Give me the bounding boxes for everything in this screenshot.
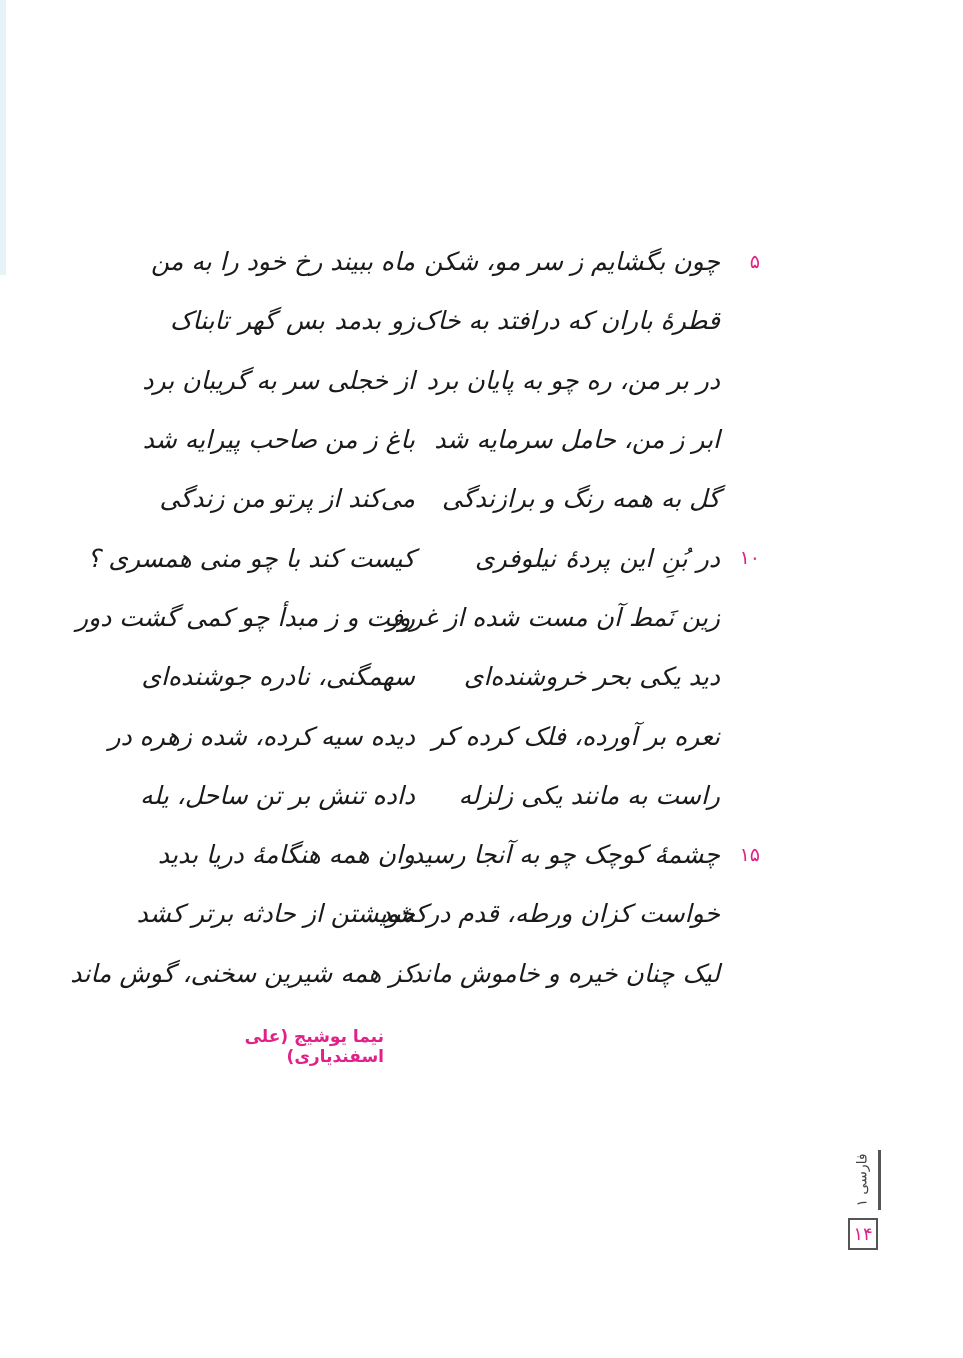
- hemistich-first: دید یکی بحر خروشنده‌ای: [463, 662, 720, 692]
- hemistich-second: خویشتن از حادثه برتر کشد: [136, 899, 415, 929]
- couplet: [159, 469, 770, 528]
- hemistich-first: راست به مانند یکی زلزله: [458, 780, 720, 810]
- couplet: [140, 766, 770, 825]
- verse-number: ۱۵: [739, 843, 760, 866]
- hemistich-first: قطرهٔ باران که درافتد به خاک: [415, 306, 720, 336]
- hemistich-second: می‌کند از پرتو من زندگی: [159, 484, 415, 514]
- hemistich-first: لیک چنان خیره و خاموش ماند: [410, 958, 720, 988]
- hemistich-first: در بر من، ره چو به پایان برد: [426, 365, 720, 395]
- verse-number: ۵: [749, 250, 760, 273]
- couplet: [150, 232, 770, 291]
- hemistich-second: سهمگنی، نادره جوشنده‌ای: [141, 662, 415, 692]
- hemistich-second: رفت و ز مبدأ چو کمی گشت دور: [76, 602, 415, 632]
- poet-attribution: نیما یوشیج (علی اسفندیاری): [244, 1027, 384, 1067]
- hemistich-first: ابر ز من، حامل سرمایه شد: [434, 425, 720, 455]
- hemistich-first: نعره بر آورده، فلک کرده کر: [431, 721, 720, 751]
- couplet: [87, 528, 770, 587]
- couplet: [141, 647, 770, 706]
- hemistich-second: دیده سیه کرده، شده زهره در: [108, 721, 415, 751]
- hemistich-second: کز همه شیرین سخنی، گوش ماند: [70, 958, 415, 988]
- hemistich-first: خواست کزان ورطه، قدم درکشد: [379, 899, 720, 929]
- hemistich-second: داده تنش بر تن ساحل، یله: [140, 780, 415, 810]
- couplet: [142, 410, 770, 469]
- couplet: [142, 351, 770, 410]
- poem: [70, 232, 770, 1003]
- hemistich-first: در بُنِ این پردهٔ نیلوفری: [475, 543, 720, 573]
- couplet: [76, 588, 770, 647]
- hemistich-first: چشمهٔ کوچک چو به آنجا رسید: [411, 840, 720, 870]
- hemistich-first: زین نَمط آن مست شده از غرور: [386, 602, 720, 632]
- hemistich-second: زو بدمد بس گهر تابناک: [170, 306, 415, 336]
- hemistich-first: چون بگشایم ز سر مو، شکن: [424, 247, 720, 277]
- hemistich-second: از خجلی سر به گریبان برد: [142, 365, 415, 395]
- couplet: [157, 825, 770, 884]
- couplet: [170, 291, 770, 350]
- book-title: فارسی ۱: [855, 1153, 872, 1207]
- hemistich-first: گل به همه رنگ و برازندگی: [441, 484, 720, 514]
- page-number: ۱۴: [848, 1218, 878, 1250]
- page-edge-strip: [0, 0, 6, 275]
- hemistich-second: وان همه هنگامهٔ دریا بدید: [157, 840, 415, 870]
- couplet: [136, 884, 770, 943]
- couplet: [70, 944, 770, 1003]
- verse-number: ۱۰: [739, 547, 760, 570]
- couplet: [108, 706, 770, 765]
- book-title-tab: [848, 1150, 881, 1210]
- hemistich-second: کیست کند با چو منی همسری ؟: [87, 543, 415, 573]
- hemistich-second: باغ ز من صاحب پیرایه شد: [142, 425, 415, 455]
- hemistich-second: ماه ببیند رخ خود را به من: [150, 247, 415, 277]
